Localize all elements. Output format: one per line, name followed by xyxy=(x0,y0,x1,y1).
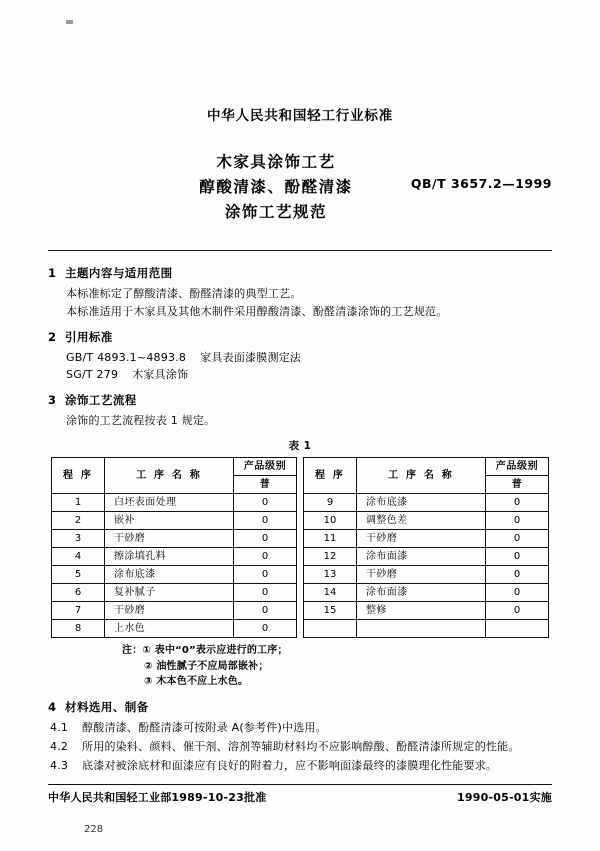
table-row xyxy=(52,584,549,602)
reference-name-1: 家具表面漆膜测定法 xyxy=(200,351,302,364)
header-grade-title-left: 产品级别 xyxy=(234,458,296,476)
cell-grade: 0 xyxy=(486,566,549,584)
table-row xyxy=(52,548,549,566)
footer-divider xyxy=(48,784,552,785)
table-body xyxy=(52,494,549,638)
cell-name: 嵌补 xyxy=(105,512,234,530)
header-divider xyxy=(48,250,552,251)
header-grade-right xyxy=(486,458,549,494)
footer xyxy=(48,789,552,805)
cell-name: 上水色 xyxy=(105,620,234,638)
cell-name: 涂布底漆 xyxy=(357,494,486,512)
table-row xyxy=(52,530,549,548)
cell-seq: 13 xyxy=(304,566,357,584)
clause-4-2 xyxy=(50,738,552,755)
cell-seq: 9 xyxy=(304,494,357,512)
cell-seq: 10 xyxy=(304,512,357,530)
section-heading-1 xyxy=(48,265,552,282)
row-gap xyxy=(297,494,304,512)
section-number-2: 2 xyxy=(48,330,57,344)
cell-name: 涂布面漆 xyxy=(357,584,486,602)
header-grade-left xyxy=(234,458,297,494)
cell-seq: 12 xyxy=(304,548,357,566)
row-gap xyxy=(297,512,304,530)
cell-name: 调整色差 xyxy=(357,512,486,530)
header-grade-sub-right: 普 xyxy=(511,479,523,490)
row-gap xyxy=(297,566,304,584)
cell-grade: 0 xyxy=(486,530,549,548)
note-item-3: ③ 木本色不应上水色。 xyxy=(144,676,249,687)
cell-grade xyxy=(486,620,549,638)
cell-grade: 0 xyxy=(486,584,549,602)
header-sequence-right: 程 序 xyxy=(304,458,357,494)
section-number-1: 1 xyxy=(48,266,57,280)
cell-name xyxy=(357,620,486,638)
cell-seq: 11 xyxy=(304,530,357,548)
cell-seq xyxy=(304,620,357,638)
section-title-3: 涂饰工艺流程 xyxy=(65,393,137,407)
header-grade-title-right: 产品级别 xyxy=(486,458,548,476)
page-number: 228 xyxy=(84,824,104,835)
document-body xyxy=(48,265,552,774)
title-block xyxy=(0,150,600,228)
row-gap xyxy=(297,602,304,620)
clause-4-3 xyxy=(50,757,552,774)
clause-number-4-1: 4.1 xyxy=(50,720,69,734)
clause-number-4-2: 4.2 xyxy=(50,739,69,753)
title-line-1: 木家具涂饰工艺 xyxy=(216,153,336,171)
table-row xyxy=(52,620,549,638)
cell-grade: 0 xyxy=(486,494,549,512)
note-item-2: ② 油性腻子不应局部嵌补； xyxy=(144,660,269,672)
table-caption: 表 1 xyxy=(288,440,312,452)
row-gap xyxy=(297,530,304,548)
cell-grade: 0 xyxy=(234,602,297,620)
header-grade-sub-left: 普 xyxy=(259,479,271,490)
table-row xyxy=(52,566,549,584)
section-title-4: 材料选用、制备 xyxy=(65,699,149,714)
process-flow-table xyxy=(51,457,549,638)
implementation-date: 1990-05-01实施 xyxy=(456,790,552,804)
cell-name: 干砂磨 xyxy=(357,566,486,584)
title-line-3: 涂饰工艺规范 xyxy=(224,203,328,221)
table-notes xyxy=(122,643,552,690)
table-row xyxy=(52,602,549,620)
cell-seq: 7 xyxy=(52,602,105,620)
row-gap xyxy=(297,584,304,602)
header-sequence-left: 程 序 xyxy=(52,458,105,494)
approval-statement: 中华人民共和国轻工业部1989-10-23批准 xyxy=(48,790,267,804)
cell-seq: 6 xyxy=(52,584,105,602)
section-heading-3 xyxy=(48,392,552,409)
cell-seq: 14 xyxy=(304,584,357,602)
clause-4-1 xyxy=(50,719,552,736)
issuing-organization: 中华人民共和国轻工行业标准 xyxy=(206,108,394,124)
reference-code-1: GB/T 4893.1~4893.8 xyxy=(66,351,187,364)
cell-name: 擦涂填孔料 xyxy=(105,548,234,566)
standard-number: QB/T 3657.2—1999 xyxy=(410,176,552,191)
cell-name: 整修 xyxy=(357,602,486,620)
cell-seq: 1 xyxy=(52,494,105,512)
table-header-row xyxy=(52,458,549,494)
cell-seq: 4 xyxy=(52,548,105,566)
cell-name: 干砂磨 xyxy=(105,530,234,548)
section-1-paragraph-2: 本标准适用于木家具及其他木制件采用醇酸清漆、酚醛清漆涂饰的工艺规范。 xyxy=(66,305,448,318)
cell-grade: 0 xyxy=(234,584,297,602)
section-title-2: 引用标准 xyxy=(65,330,113,344)
clause-number-4-3: 4.3 xyxy=(50,758,69,772)
section-number-3: 3 xyxy=(48,393,57,407)
section-title-1: 主题内容与适用范围 xyxy=(65,266,173,280)
reference-item-1 xyxy=(66,349,552,366)
section-number-4: 4 xyxy=(48,699,57,714)
cell-name: 干砂磨 xyxy=(357,530,486,548)
row-gap xyxy=(297,548,304,566)
table-row xyxy=(52,494,549,512)
cell-grade: 0 xyxy=(234,512,297,530)
section-3-paragraph-1: 涂饰的工艺流程按表 1 规定。 xyxy=(66,414,216,427)
table-middle-gap xyxy=(297,458,304,494)
row-gap xyxy=(297,620,304,638)
section-heading-4 xyxy=(48,699,552,716)
section-1-paragraph-1: 本标准标定了醇酸清漆、酚醛清漆的典型工艺。 xyxy=(66,287,302,300)
clause-text-4-3: 底漆对被涂底材和面漆应有良好的附着力，应不影响面漆最终的漆膜理化性能要求。 xyxy=(82,758,498,772)
cell-grade: 0 xyxy=(234,620,297,638)
cell-seq: 5 xyxy=(52,566,105,584)
header-process-name-left: 工 序 名 称 xyxy=(105,458,234,494)
cell-grade: 0 xyxy=(234,548,297,566)
cell-grade: 0 xyxy=(234,530,297,548)
cell-grade: 0 xyxy=(234,566,297,584)
title-line-2: 醇酸清漆、酚醛清漆 xyxy=(199,178,353,196)
cell-seq: 8 xyxy=(52,620,105,638)
cell-name: 白坯表面处理 xyxy=(105,494,234,512)
cell-name: 涂布底漆 xyxy=(105,566,234,584)
reference-code-2: SG/T 279 xyxy=(66,368,119,381)
table-row xyxy=(52,512,549,530)
cell-grade: 0 xyxy=(486,548,549,566)
section-heading-2 xyxy=(48,329,552,346)
cell-grade: 0 xyxy=(234,494,297,512)
cell-name: 干砂磨 xyxy=(105,602,234,620)
cell-grade: 0 xyxy=(486,512,549,530)
note-item-1: 注：① 表中“0”表示应进行的工序； xyxy=(122,645,288,656)
cell-grade: 0 xyxy=(486,602,549,620)
reference-name-2: 木家具涂饰 xyxy=(132,368,189,381)
header-process-name-right: 工 序 名 称 xyxy=(357,458,486,494)
cell-seq: 3 xyxy=(52,530,105,548)
clause-text-4-1: 醇酸清漆、酚醛清漆可按附录 A(参考件)中选用。 xyxy=(82,720,327,734)
cell-name: 涂布面漆 xyxy=(357,548,486,566)
clause-text-4-2: 所用的染料、颜料、催干剂、溶剂等辅助材料均不应影响醇酸、酚醛清漆所规定的性能。 xyxy=(82,739,520,753)
cell-seq: 2 xyxy=(52,512,105,530)
cell-name: 复补腻子 xyxy=(105,584,234,602)
table-head xyxy=(52,458,549,494)
reference-item-2 xyxy=(66,366,552,383)
cell-seq: 15 xyxy=(304,602,357,620)
